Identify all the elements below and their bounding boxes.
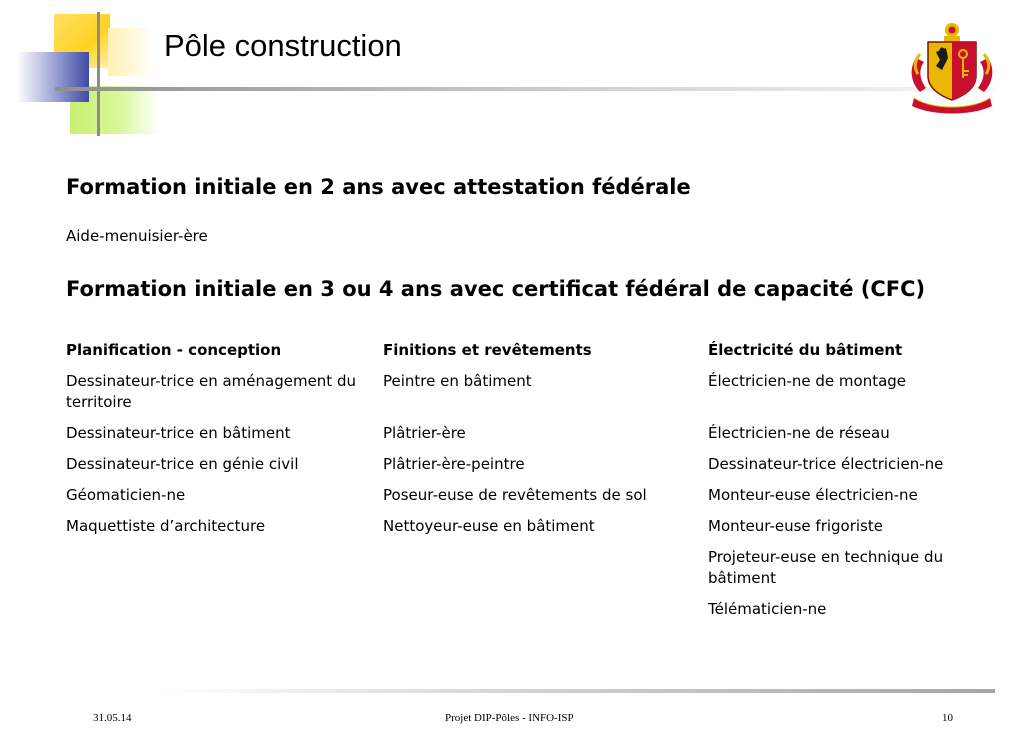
list-item: Plâtrier-ère-peintre (383, 455, 525, 473)
decor-yellow-fade (108, 28, 154, 76)
column-finitions (383, 340, 688, 547)
heading-2-year-training: Formation initiale en 2 ans avec attestation fédérale (66, 175, 691, 199)
footer-date: 31.05.14 (93, 712, 132, 724)
decor-blue-square (17, 52, 89, 102)
slide-title: Pôle construction (164, 28, 402, 63)
column-title: Planification - conception (66, 341, 282, 359)
heading-cfc-training: Formation initiale en 3 ou 4 ans avec certificat fédéral de capacité (CFC) (66, 277, 926, 301)
list-item: Peintre en bâtiment (383, 372, 532, 390)
list-item: Monteur-euse frigoriste (708, 517, 883, 535)
title-underline (55, 87, 995, 91)
column-planification (66, 340, 366, 547)
list-item: Dessinateur-trice en bâtiment (66, 424, 291, 442)
column-title: Finitions et revêtements (383, 341, 592, 359)
list-item: Dessinateur-trice en génie civil (66, 455, 299, 473)
footer-project: Projet DIP-Pôles - INFO-ISP (445, 712, 574, 724)
list-item: Nettoyeur-euse en bâtiment (383, 517, 595, 535)
footer-divider (160, 689, 995, 693)
list-item: Plâtrier-ère (383, 424, 466, 442)
list-item: Télématicien-ne (708, 600, 827, 618)
list-item: Aide-menuisier-ère (66, 227, 208, 245)
page-number: 10 (942, 712, 953, 724)
list-item: Géomaticien-ne (66, 486, 186, 504)
column-title: Électricité du bâtiment (708, 341, 903, 359)
list-item: Électricien-ne de réseau (708, 424, 890, 442)
list-item: Électricien-ne de montage (708, 372, 907, 390)
list-item: Maquettiste d’architecture (66, 517, 266, 535)
geneva-coat-of-arms-icon (906, 18, 998, 114)
list-item: Poseur-euse de revêtements de sol (383, 486, 647, 504)
list-item: Projeteur-euse en technique du bâtiment (708, 548, 944, 587)
list-item: Monteur-euse électricien-ne (708, 486, 918, 504)
decor-vertical-line (97, 12, 100, 136)
column-electricite (708, 340, 998, 630)
list-item: Dessinateur-trice électricien-ne (708, 455, 944, 473)
list-item: Dessinateur-trice en aménagement du territoire (66, 372, 356, 411)
